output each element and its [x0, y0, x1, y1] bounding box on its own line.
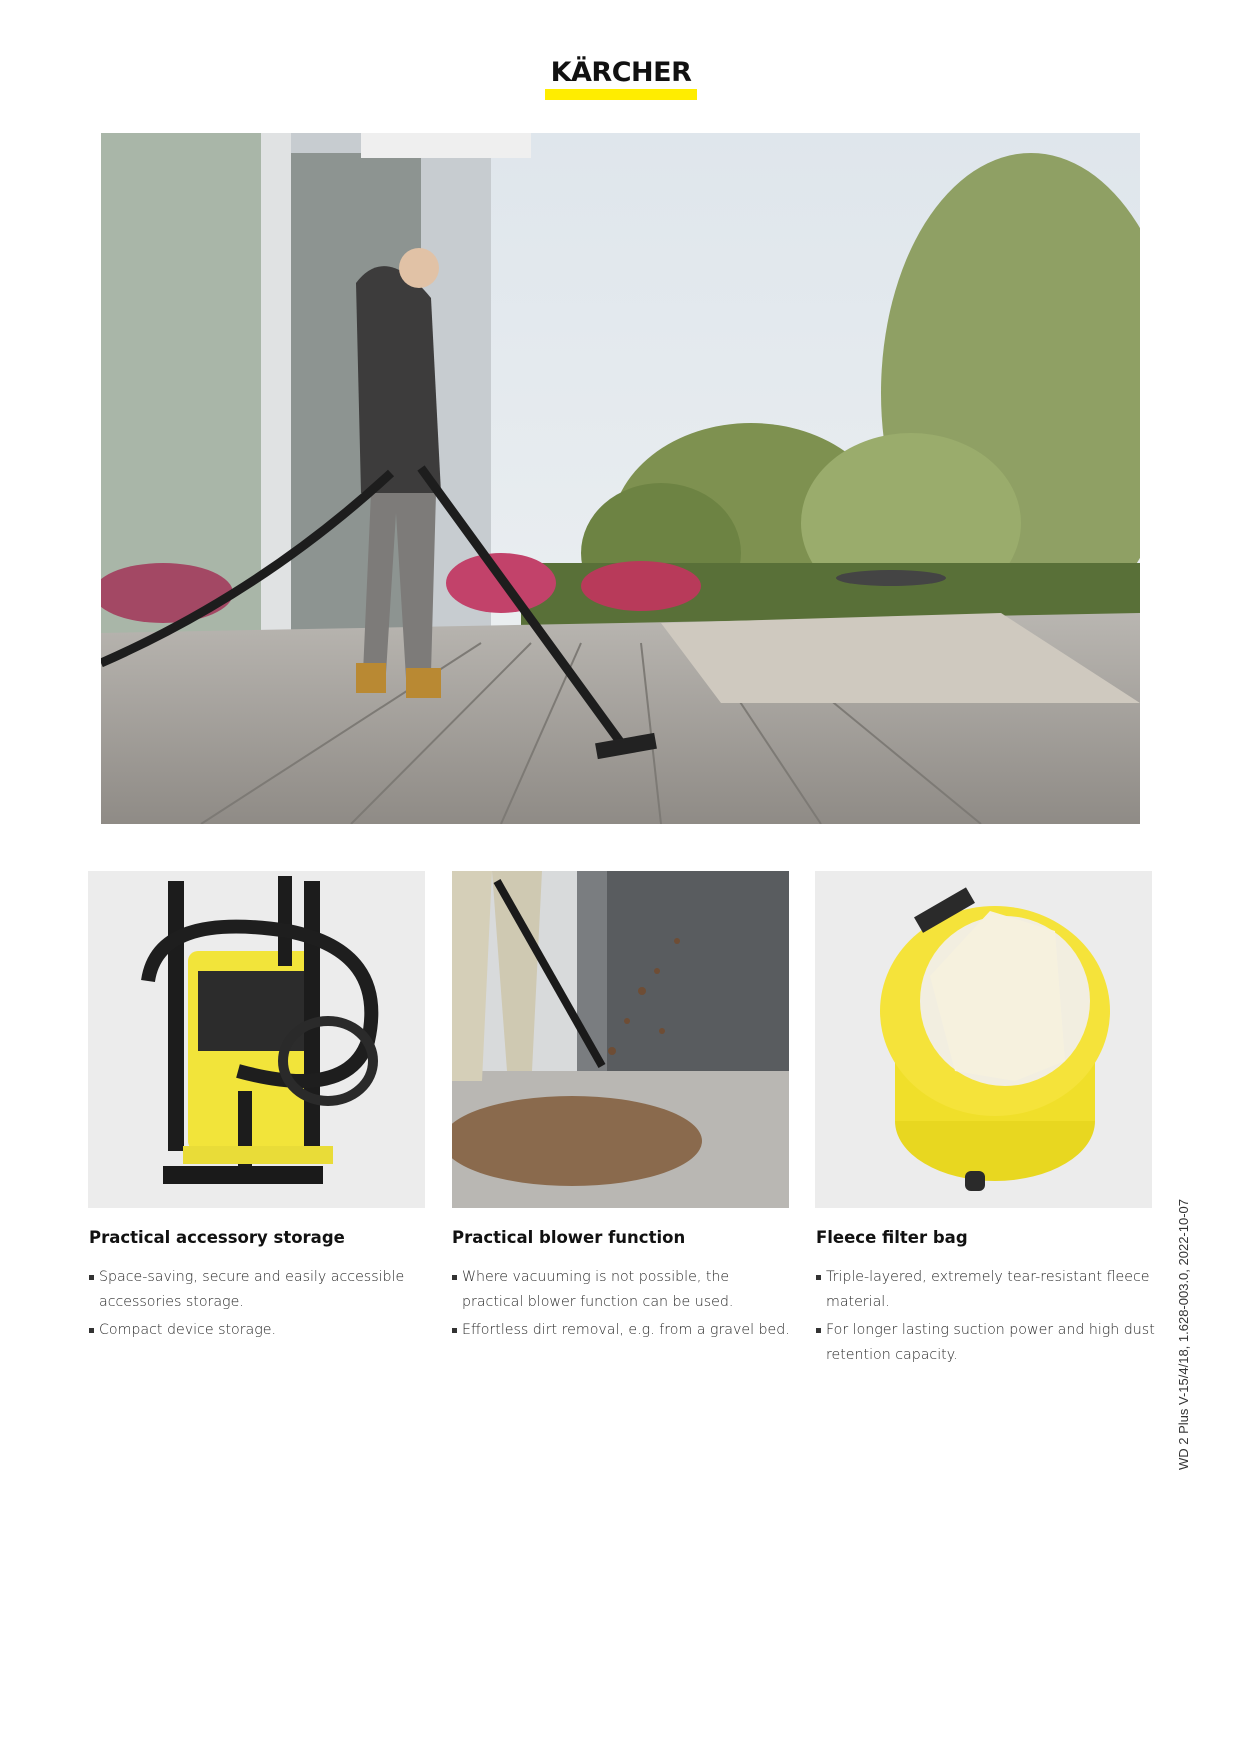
list-item [452, 1318, 792, 1343]
feature-image-accessory-storage [88, 871, 425, 1208]
bullet-square-icon [816, 1328, 821, 1333]
bullet-text: Space-saving, secure and easily accessible accessories storage. [99, 1269, 405, 1310]
feature-bullets [452, 1265, 792, 1343]
bullet-square-icon [89, 1275, 94, 1280]
karcher-logo [545, 58, 697, 100]
bullet-text: Compact device storage. [99, 1322, 277, 1338]
feature-accessory-storage [89, 1227, 429, 1346]
feature-fleece-filter-bag [816, 1227, 1156, 1371]
list-item [816, 1318, 1156, 1368]
bullet-text: Effortless dirt removal, e.g. from a gravel bed. [462, 1322, 790, 1338]
bullet-square-icon [452, 1328, 457, 1333]
feature-blower-function [452, 1227, 792, 1346]
feature-bullets [89, 1265, 429, 1343]
list-item [816, 1265, 1156, 1315]
logo-yellow-bar [545, 89, 697, 100]
logo-wordmark: KÄRCHER [550, 57, 692, 88]
bullet-text: For longer lasting suction power and high dust retention capacity. [826, 1322, 1155, 1363]
bullet-square-icon [452, 1275, 457, 1280]
feature-title: Fleece filter bag [816, 1228, 968, 1247]
list-item [89, 1265, 429, 1315]
feature-bullets [816, 1265, 1156, 1368]
list-item [89, 1318, 429, 1343]
bullet-text: Triple-layered, extremely tear-resistant fleece material. [826, 1269, 1150, 1310]
feature-title: Practical accessory storage [89, 1228, 345, 1247]
bullet-text: Where vacuuming is not possible, the practical blower function can be used. [462, 1269, 734, 1310]
bullet-square-icon [816, 1275, 821, 1280]
hero-image [101, 133, 1140, 824]
list-item [452, 1265, 792, 1315]
document-code: WD 2 Plus V-15/4/18, 1.628-003.0, 2022-10-07 [1176, 1198, 1191, 1470]
bullet-square-icon [89, 1328, 94, 1333]
feature-image-blower-function [452, 871, 789, 1208]
feature-title: Practical blower function [452, 1228, 686, 1247]
feature-image-fleece-filter-bag [815, 871, 1152, 1208]
